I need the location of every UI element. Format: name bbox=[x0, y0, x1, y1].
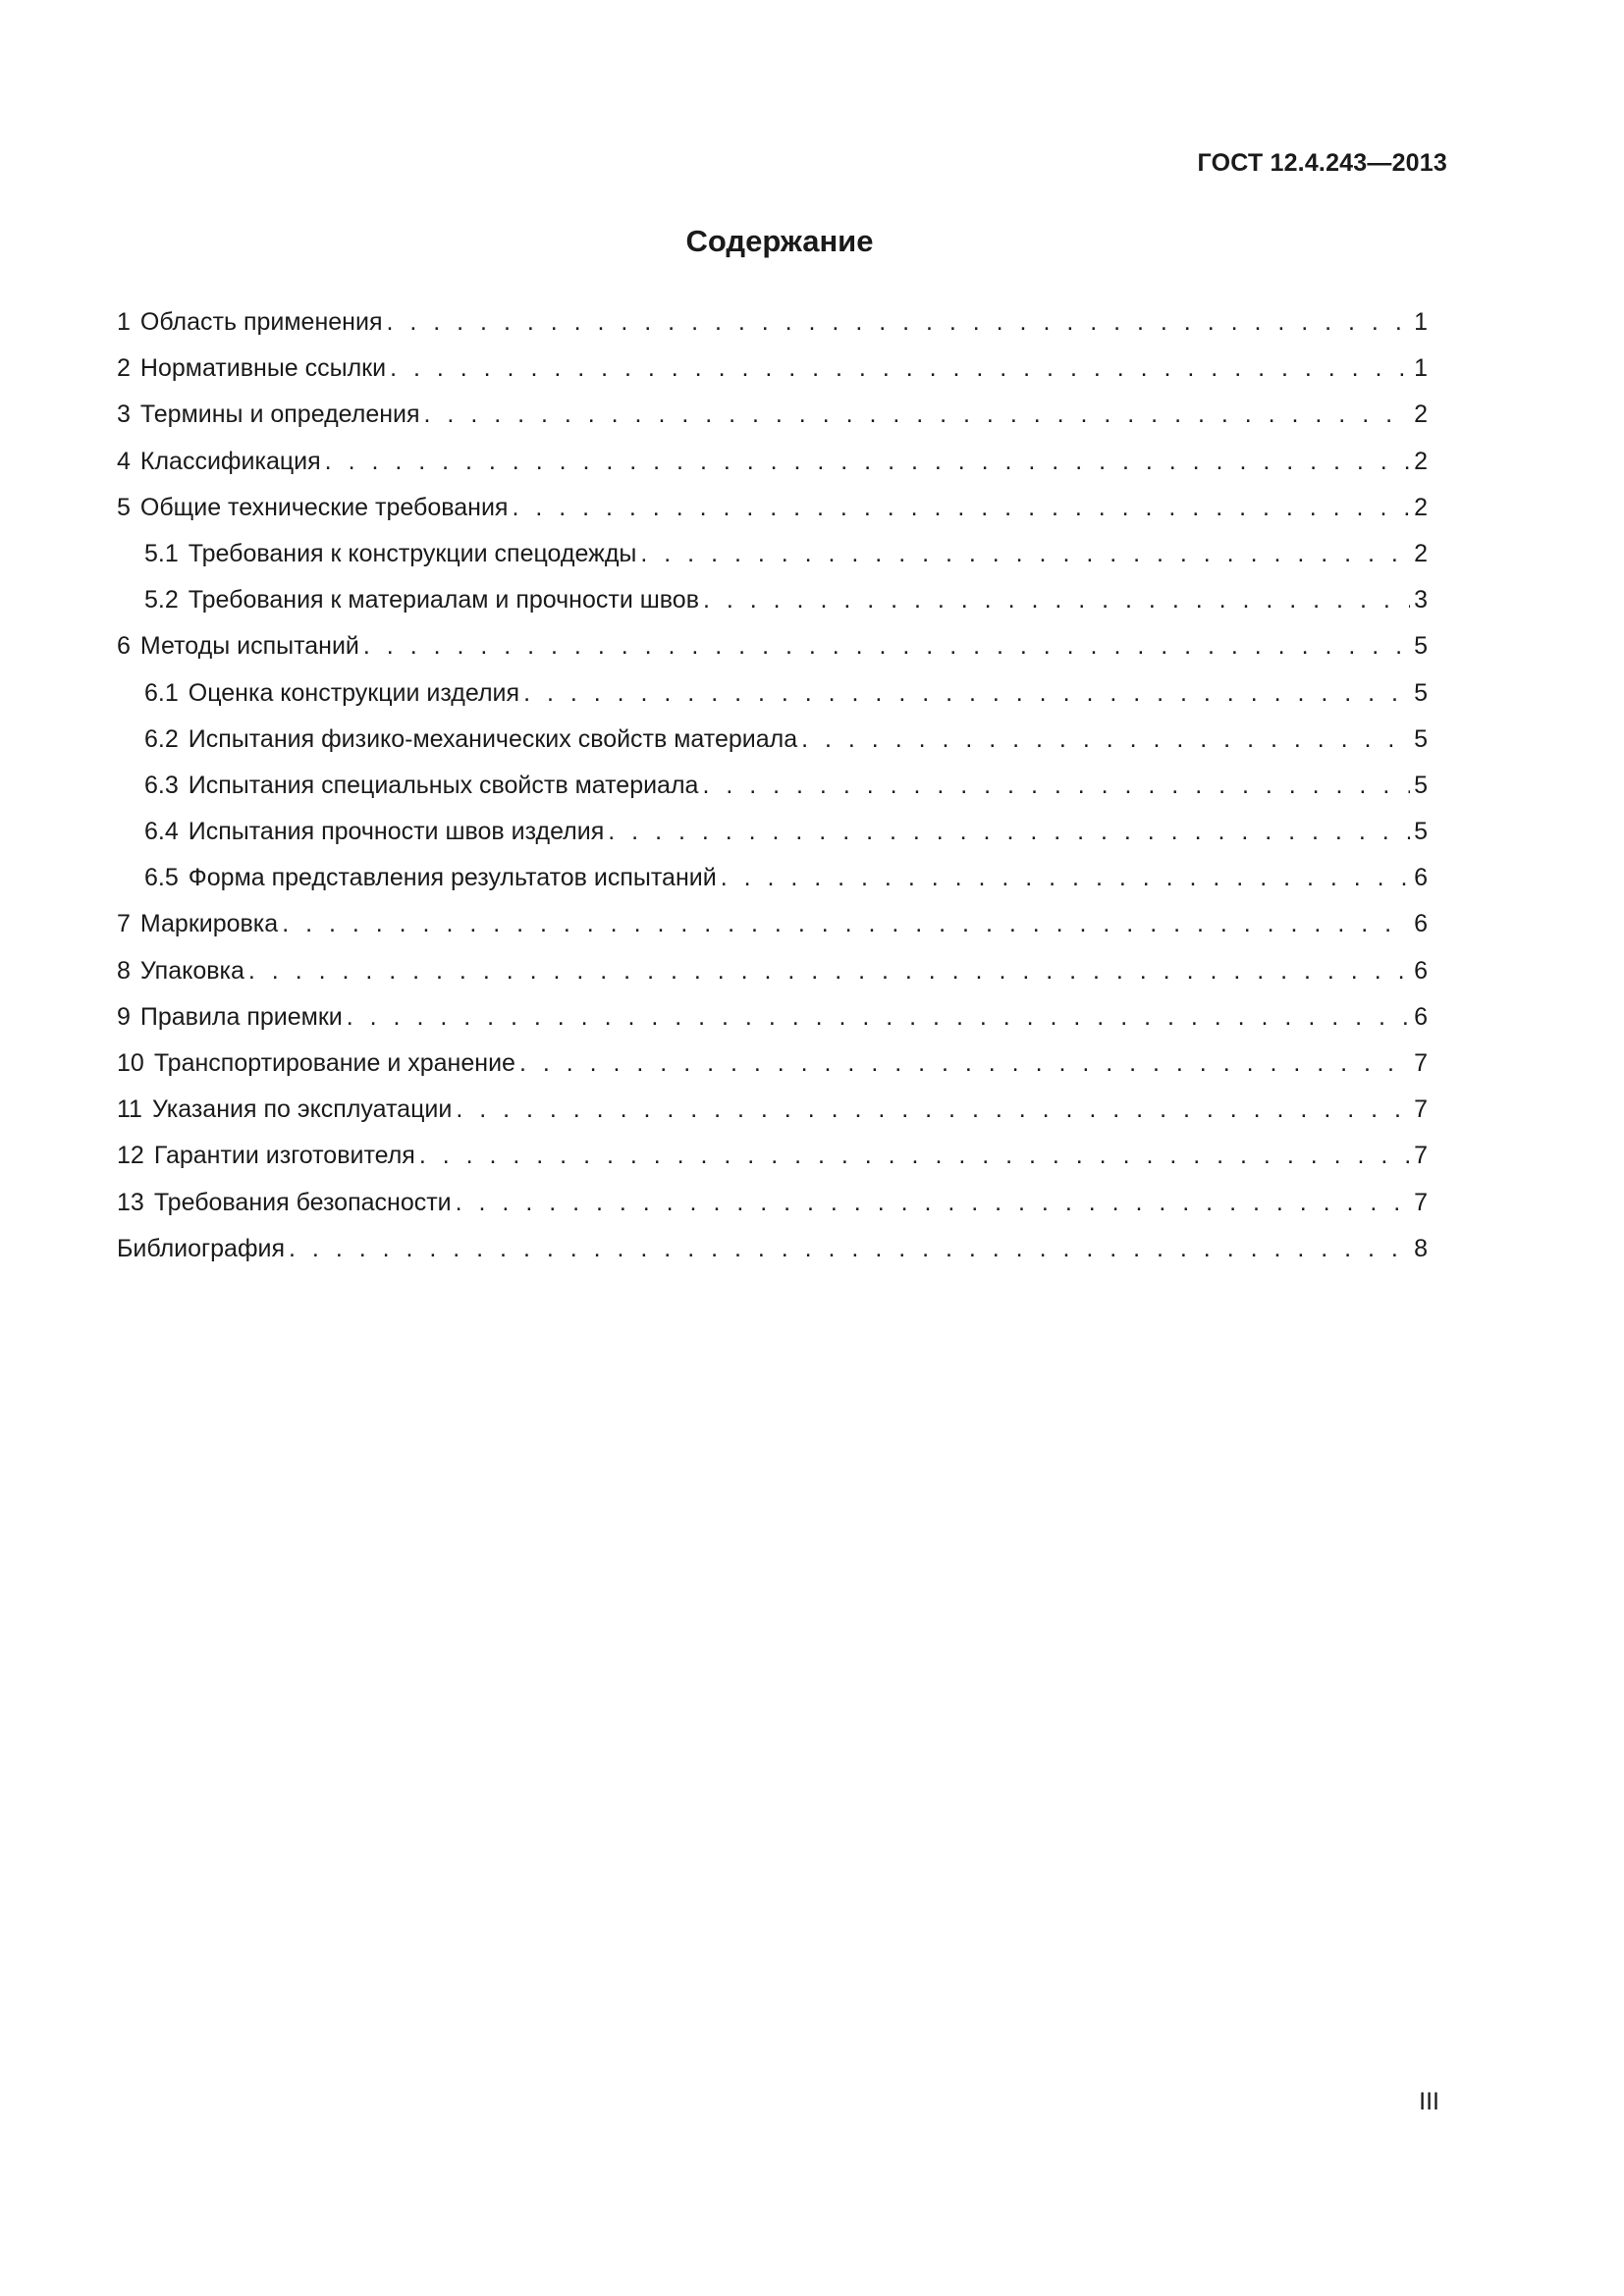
toc-entry-number: 6.2 bbox=[144, 724, 179, 753]
toc-entry[interactable] bbox=[117, 346, 1428, 392]
toc-entry-label bbox=[117, 1087, 452, 1133]
toc-entry[interactable] bbox=[117, 901, 1428, 947]
toc-dot-leader bbox=[282, 901, 1410, 947]
toc-entry-number: 3 bbox=[117, 400, 131, 429]
toc-entry-number: 2 bbox=[117, 354, 131, 383]
toc-entry-text: Испытания специальных свойств материала bbox=[188, 771, 699, 799]
toc-entry-number: 6 bbox=[117, 632, 131, 661]
toc-entry[interactable] bbox=[117, 577, 1428, 623]
toc-dot-leader bbox=[523, 670, 1410, 717]
toc-entry-page: 5 bbox=[1414, 678, 1428, 707]
toc-entry-page: 2 bbox=[1414, 400, 1428, 429]
toc-entry-number: 13 bbox=[117, 1188, 144, 1216]
toc-entry-text: Испытания физико-механических свойств материала bbox=[188, 724, 798, 753]
toc-entry-text: Требования к конструкции спецодежды bbox=[188, 539, 637, 567]
toc-entry-label bbox=[117, 994, 343, 1041]
toc-entry[interactable] bbox=[117, 855, 1428, 901]
page-number: III bbox=[1419, 2088, 1439, 2115]
toc-entry[interactable] bbox=[117, 994, 1428, 1041]
toc-entry-page: 6 bbox=[1414, 956, 1428, 985]
standard-id-header: ГОСТ 12.4.243—2013 bbox=[1197, 149, 1447, 177]
toc-entry-label bbox=[117, 948, 244, 994]
toc-entry-label bbox=[144, 809, 604, 855]
toc-entry-text: Общие технические требования bbox=[139, 493, 509, 521]
toc-entry-text: Нормативные ссылки bbox=[139, 354, 387, 383]
toc-entry-number: 11 bbox=[117, 1095, 142, 1124]
toc-entry-label bbox=[144, 717, 797, 763]
toc-entry-label bbox=[144, 577, 699, 623]
toc-entry-text: Форма представления результатов испытаний bbox=[188, 864, 717, 892]
toc-entry-label bbox=[117, 299, 382, 346]
toc-entry-label bbox=[117, 392, 420, 438]
toc-entry-page: 1 bbox=[1414, 308, 1428, 336]
toc-dot-leader bbox=[325, 439, 1410, 485]
toc-dot-leader bbox=[456, 1087, 1410, 1133]
toc-entry[interactable] bbox=[117, 809, 1428, 855]
toc-entry-page: 7 bbox=[1414, 1095, 1428, 1124]
toc-entry-text: Методы испытаний bbox=[139, 632, 359, 661]
toc-entry-number: 6.4 bbox=[144, 818, 179, 846]
toc-entry[interactable] bbox=[117, 485, 1428, 531]
toc-entry-label bbox=[117, 439, 321, 485]
toc-dot-leader bbox=[640, 531, 1410, 577]
toc-entry-number: 12 bbox=[117, 1142, 144, 1170]
toc-entry-label bbox=[144, 763, 698, 809]
toc-entry[interactable] bbox=[117, 623, 1428, 669]
toc-entry-label bbox=[144, 531, 636, 577]
toc-title: Содержание bbox=[685, 224, 874, 258]
toc-entry-page: 7 bbox=[1414, 1142, 1428, 1170]
toc-entry-page: 6 bbox=[1414, 864, 1428, 892]
toc-entry-text: Указания по эксплуатации bbox=[151, 1095, 453, 1124]
toc-entry-page: 6 bbox=[1414, 910, 1428, 938]
toc-entry-page: 8 bbox=[1414, 1234, 1428, 1262]
toc-entry-number: 5.1 bbox=[144, 539, 179, 567]
toc-entry-text: Правила приемки bbox=[139, 1002, 343, 1031]
toc-dot-leader bbox=[456, 1180, 1410, 1226]
toc-dot-leader bbox=[721, 855, 1410, 901]
toc-entry-number: 1 bbox=[117, 308, 131, 336]
toc-entry-label bbox=[117, 1180, 452, 1226]
toc-entry-label bbox=[117, 1226, 285, 1272]
toc-entry-text: Термины и определения bbox=[139, 400, 420, 429]
toc-dot-leader bbox=[386, 299, 1410, 346]
toc-entry-number: 6.5 bbox=[144, 864, 179, 892]
toc-entry-page: 5 bbox=[1414, 724, 1428, 753]
toc-entry-text: Классификация bbox=[139, 447, 321, 475]
toc-entry-number: 6.1 bbox=[144, 678, 179, 707]
table-of-contents bbox=[117, 299, 1428, 1272]
toc-entry-page: 7 bbox=[1414, 1188, 1428, 1216]
toc-dot-leader bbox=[347, 994, 1410, 1041]
toc-dot-leader bbox=[519, 1041, 1410, 1087]
toc-dot-leader bbox=[419, 1133, 1410, 1179]
toc-entry[interactable] bbox=[117, 948, 1428, 994]
toc-entry[interactable] bbox=[117, 717, 1428, 763]
toc-entry-label bbox=[117, 485, 508, 531]
toc-entry-number: 10 bbox=[117, 1049, 144, 1077]
toc-entry-text: Испытания прочности швов изделия bbox=[188, 818, 605, 846]
toc-entry-page: 7 bbox=[1414, 1049, 1428, 1077]
toc-entry-label bbox=[144, 855, 717, 901]
toc-entry-page: 2 bbox=[1414, 539, 1428, 567]
toc-entry-text: Требования к материалам и прочности швов bbox=[188, 586, 699, 614]
toc-entry-number: 6.3 bbox=[144, 771, 179, 799]
toc-entry-number: 9 bbox=[117, 1002, 131, 1031]
toc-entry[interactable] bbox=[117, 531, 1428, 577]
toc-entry-page: 3 bbox=[1414, 586, 1428, 614]
toc-entry[interactable] bbox=[117, 1226, 1428, 1272]
toc-entry[interactable] bbox=[117, 1133, 1428, 1179]
toc-entry[interactable] bbox=[117, 670, 1428, 717]
toc-entry-label bbox=[144, 670, 519, 717]
toc-entry[interactable] bbox=[117, 299, 1428, 346]
toc-dot-leader bbox=[702, 763, 1410, 809]
toc-entry-page: 2 bbox=[1414, 493, 1428, 521]
toc-entry-page: 5 bbox=[1414, 632, 1428, 661]
toc-entry[interactable] bbox=[117, 763, 1428, 809]
toc-dot-leader bbox=[608, 809, 1410, 855]
toc-entry-page: 2 bbox=[1414, 447, 1428, 475]
toc-entry-text: Транспортирование и хранение bbox=[153, 1049, 515, 1077]
toc-entry-page: 5 bbox=[1414, 771, 1428, 799]
toc-dot-leader bbox=[512, 485, 1410, 531]
toc-entry-label bbox=[117, 623, 359, 669]
toc-entry-text: Требования безопасности bbox=[153, 1188, 452, 1216]
toc-entry-number: 7 bbox=[117, 910, 131, 938]
toc-entry-text: Оценка конструкции изделия bbox=[188, 678, 520, 707]
toc-entry-text: Упаковка bbox=[139, 956, 244, 985]
toc-dot-leader bbox=[289, 1226, 1410, 1272]
toc-entry-page: 5 bbox=[1414, 818, 1428, 846]
toc-entry-number: 5.2 bbox=[144, 586, 179, 614]
toc-entry[interactable] bbox=[117, 1041, 1428, 1087]
toc-entry-number: 4 bbox=[117, 447, 131, 475]
toc-entry[interactable] bbox=[117, 1180, 1428, 1226]
toc-entry-label bbox=[117, 346, 386, 392]
toc-entry-page: 6 bbox=[1414, 1002, 1428, 1031]
toc-entry-label bbox=[117, 1133, 415, 1179]
toc-dot-leader bbox=[801, 717, 1410, 763]
toc-entry-number: 5 bbox=[117, 493, 131, 521]
toc-entry-label bbox=[117, 1041, 515, 1087]
toc-dot-leader bbox=[703, 577, 1410, 623]
toc-dot-leader bbox=[363, 623, 1410, 669]
toc-entry-text: Область применения bbox=[139, 308, 383, 336]
toc-entry-page: 1 bbox=[1414, 354, 1428, 383]
toc-entry[interactable] bbox=[117, 439, 1428, 485]
toc-dot-leader bbox=[248, 948, 1410, 994]
toc-entry-number: 8 bbox=[117, 956, 131, 985]
toc-entry[interactable] bbox=[117, 392, 1428, 438]
toc-entry[interactable] bbox=[117, 1087, 1428, 1133]
toc-entry-text: Гарантии изготовителя bbox=[153, 1142, 415, 1170]
toc-entry-label bbox=[117, 901, 278, 947]
toc-entry-text: Маркировка bbox=[139, 910, 279, 938]
toc-dot-leader bbox=[424, 392, 1410, 438]
toc-entry-text: Библиография bbox=[117, 1234, 286, 1262]
toc-dot-leader bbox=[390, 346, 1410, 392]
